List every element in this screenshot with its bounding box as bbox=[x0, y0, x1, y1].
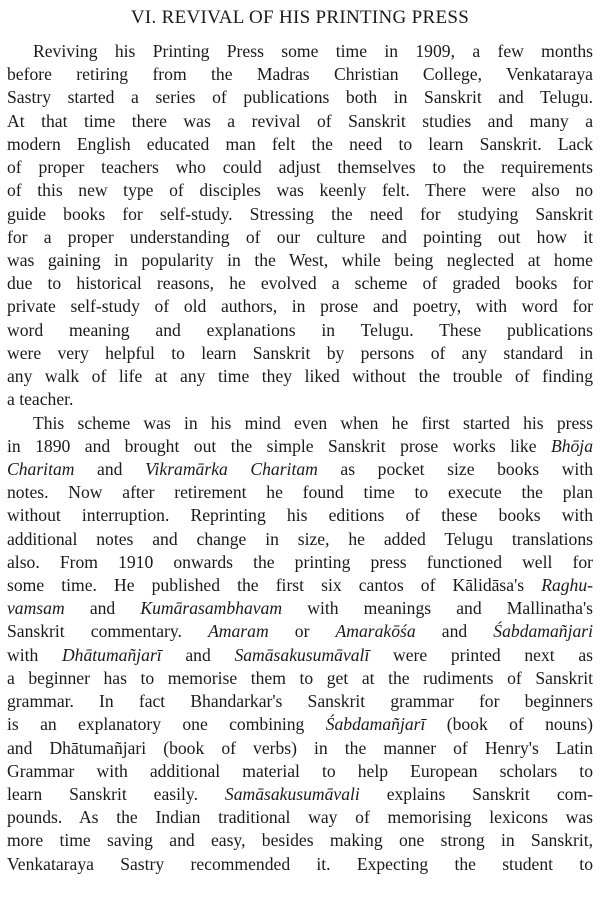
text-line: Sastry started a series of publications both in Sanskrit and Telugu. bbox=[7, 87, 593, 108]
italic-title: Samāsakusumāvali bbox=[224, 784, 360, 804]
text-line bbox=[7, 481, 593, 504]
text-line: were very helpful to learn Sanskrit by persons of any standard in bbox=[7, 342, 593, 363]
text-segment: additional notes and change in size, he added Telugu translations bbox=[7, 528, 593, 549]
text-line: private self-study of old authors, in prose and poetry, with word for bbox=[7, 296, 593, 317]
text-segment: is an explanatory one combining bbox=[7, 714, 326, 735]
italic-title: Kumārasambhavam bbox=[140, 598, 283, 619]
text-line bbox=[7, 597, 593, 620]
text-line: a teacher. bbox=[7, 389, 74, 410]
text-line bbox=[7, 690, 593, 713]
text-line bbox=[7, 829, 593, 852]
text-line: word meaning and explanations in Telugu. These publications bbox=[7, 319, 593, 340]
text-segment: grammar. In fact Bhandarkar's Sanskrit grammar for beginners bbox=[7, 691, 593, 712]
italic-title: Charitam bbox=[7, 458, 75, 479]
text-segment: more time saving and easy, besides making one strong in Sanskrit, bbox=[7, 830, 593, 851]
text-segment: explains Sanskrit com- bbox=[359, 784, 593, 804]
text-segment: a beginner has to memorise them to get at the rudiments of Sanskrit bbox=[7, 667, 593, 688]
text-line: of proper teachers who could adjust themselves to the requirements bbox=[7, 157, 593, 178]
text-segment: in 1890 and brought out the simple Sanskrit prose works like bbox=[7, 435, 551, 456]
text-line: guide books for self-study. Stressing the need for studying Sanskrit bbox=[7, 203, 593, 224]
text-line bbox=[7, 574, 593, 597]
text-segment: and bbox=[161, 644, 235, 665]
italic-title: Śabdamañjarī bbox=[325, 714, 426, 735]
text-line bbox=[7, 551, 593, 574]
body-text bbox=[7, 40, 593, 876]
text-segment: notes. Now after retirement he found time to execute the plan bbox=[7, 482, 593, 503]
text-line bbox=[7, 783, 593, 806]
text-line bbox=[7, 412, 593, 435]
text-line: any walk of life at any time they liked without the trouble of finding bbox=[7, 366, 593, 387]
text-segment: with bbox=[7, 644, 62, 665]
text-segment: and bbox=[415, 621, 494, 642]
text-segment: Sanskrit commentary. bbox=[7, 621, 209, 642]
text-segment: and Dhātumañjari (book of verbs) in the manner of Henry's Latin bbox=[7, 737, 593, 758]
text-line bbox=[7, 760, 593, 783]
text-line: due to historical reasons, he evolved a scheme of graded books for bbox=[7, 273, 593, 294]
text-line: was gaining in popularity in the West, while being neglected at home bbox=[7, 249, 593, 270]
text-segment: pounds. As the Indian traditional way of memorising lexicons was bbox=[7, 807, 593, 828]
text-line bbox=[7, 458, 593, 481]
chapter-heading: VI. REVIVAL OF HIS PRINTING PRESS bbox=[130, 7, 470, 28]
text-segment: and bbox=[74, 458, 146, 479]
text-line bbox=[7, 806, 593, 829]
text-line: modern English educated man felt the need to learn Sanskrit. Lack bbox=[7, 133, 593, 154]
text-segment: Grammar with additional material to help European scholars to bbox=[7, 760, 593, 781]
italic-title: vamsam bbox=[7, 598, 65, 619]
text-line bbox=[7, 737, 593, 760]
text-line bbox=[7, 504, 593, 527]
text-line bbox=[7, 528, 593, 551]
text-line bbox=[7, 667, 593, 690]
italic-title: Dhātumañjarī bbox=[61, 644, 162, 665]
text-line: before retiring from the Madras Christian College, Venkataraya bbox=[7, 64, 593, 85]
text-segment: with meanings and Mallinatha's bbox=[282, 598, 593, 619]
text-segment: some time. He published the first six cantos of Kālidāsa's bbox=[7, 575, 542, 596]
italic-title: Śabdamañjari bbox=[493, 621, 593, 642]
text-line bbox=[7, 644, 593, 667]
italic-title: Raghu- bbox=[541, 575, 593, 596]
italic-title: Amarakōśa bbox=[335, 621, 416, 642]
text-segment: (book of nouns) bbox=[425, 714, 593, 735]
text-line: At that time there was a revival of Sanskrit studies and many a bbox=[7, 110, 593, 131]
text-segment: This scheme was in his mind even when he first started his press bbox=[33, 412, 593, 433]
text-line bbox=[7, 620, 593, 643]
text-line bbox=[7, 435, 593, 458]
text-segment: learn Sanskrit easily. bbox=[7, 784, 225, 804]
italic-title: Amaram bbox=[208, 621, 269, 642]
italic-title: Bhōja bbox=[550, 435, 593, 456]
text-line bbox=[7, 713, 593, 736]
text-segment: without interruption. Reprinting his editions of these books with bbox=[7, 505, 593, 526]
text-line: of this new type of disciples was keenly felt. There were also no bbox=[7, 180, 593, 201]
text-segment: also. From 1910 onwards the printing press functioned well for bbox=[7, 551, 593, 572]
text-segment: as pocket size books with bbox=[317, 458, 593, 479]
text-line: Reviving his Printing Press some time in 1909, a few months bbox=[33, 41, 593, 61]
text-line: for a proper understanding of our culture and pointing out how it bbox=[7, 226, 593, 247]
paragraph-1 bbox=[7, 40, 593, 412]
text-segment: Venkataraya Sastry recommended it. Expecting the student to bbox=[7, 853, 593, 874]
text-line bbox=[7, 853, 593, 876]
paragraph-2 bbox=[7, 412, 593, 876]
text-segment: and bbox=[64, 598, 141, 619]
text-segment: or bbox=[268, 621, 336, 642]
text-segment: were printed next as bbox=[369, 644, 593, 665]
italic-title: Vikramārka Charitam bbox=[145, 458, 318, 479]
italic-title: Samāsakusumāvalī bbox=[234, 644, 370, 665]
